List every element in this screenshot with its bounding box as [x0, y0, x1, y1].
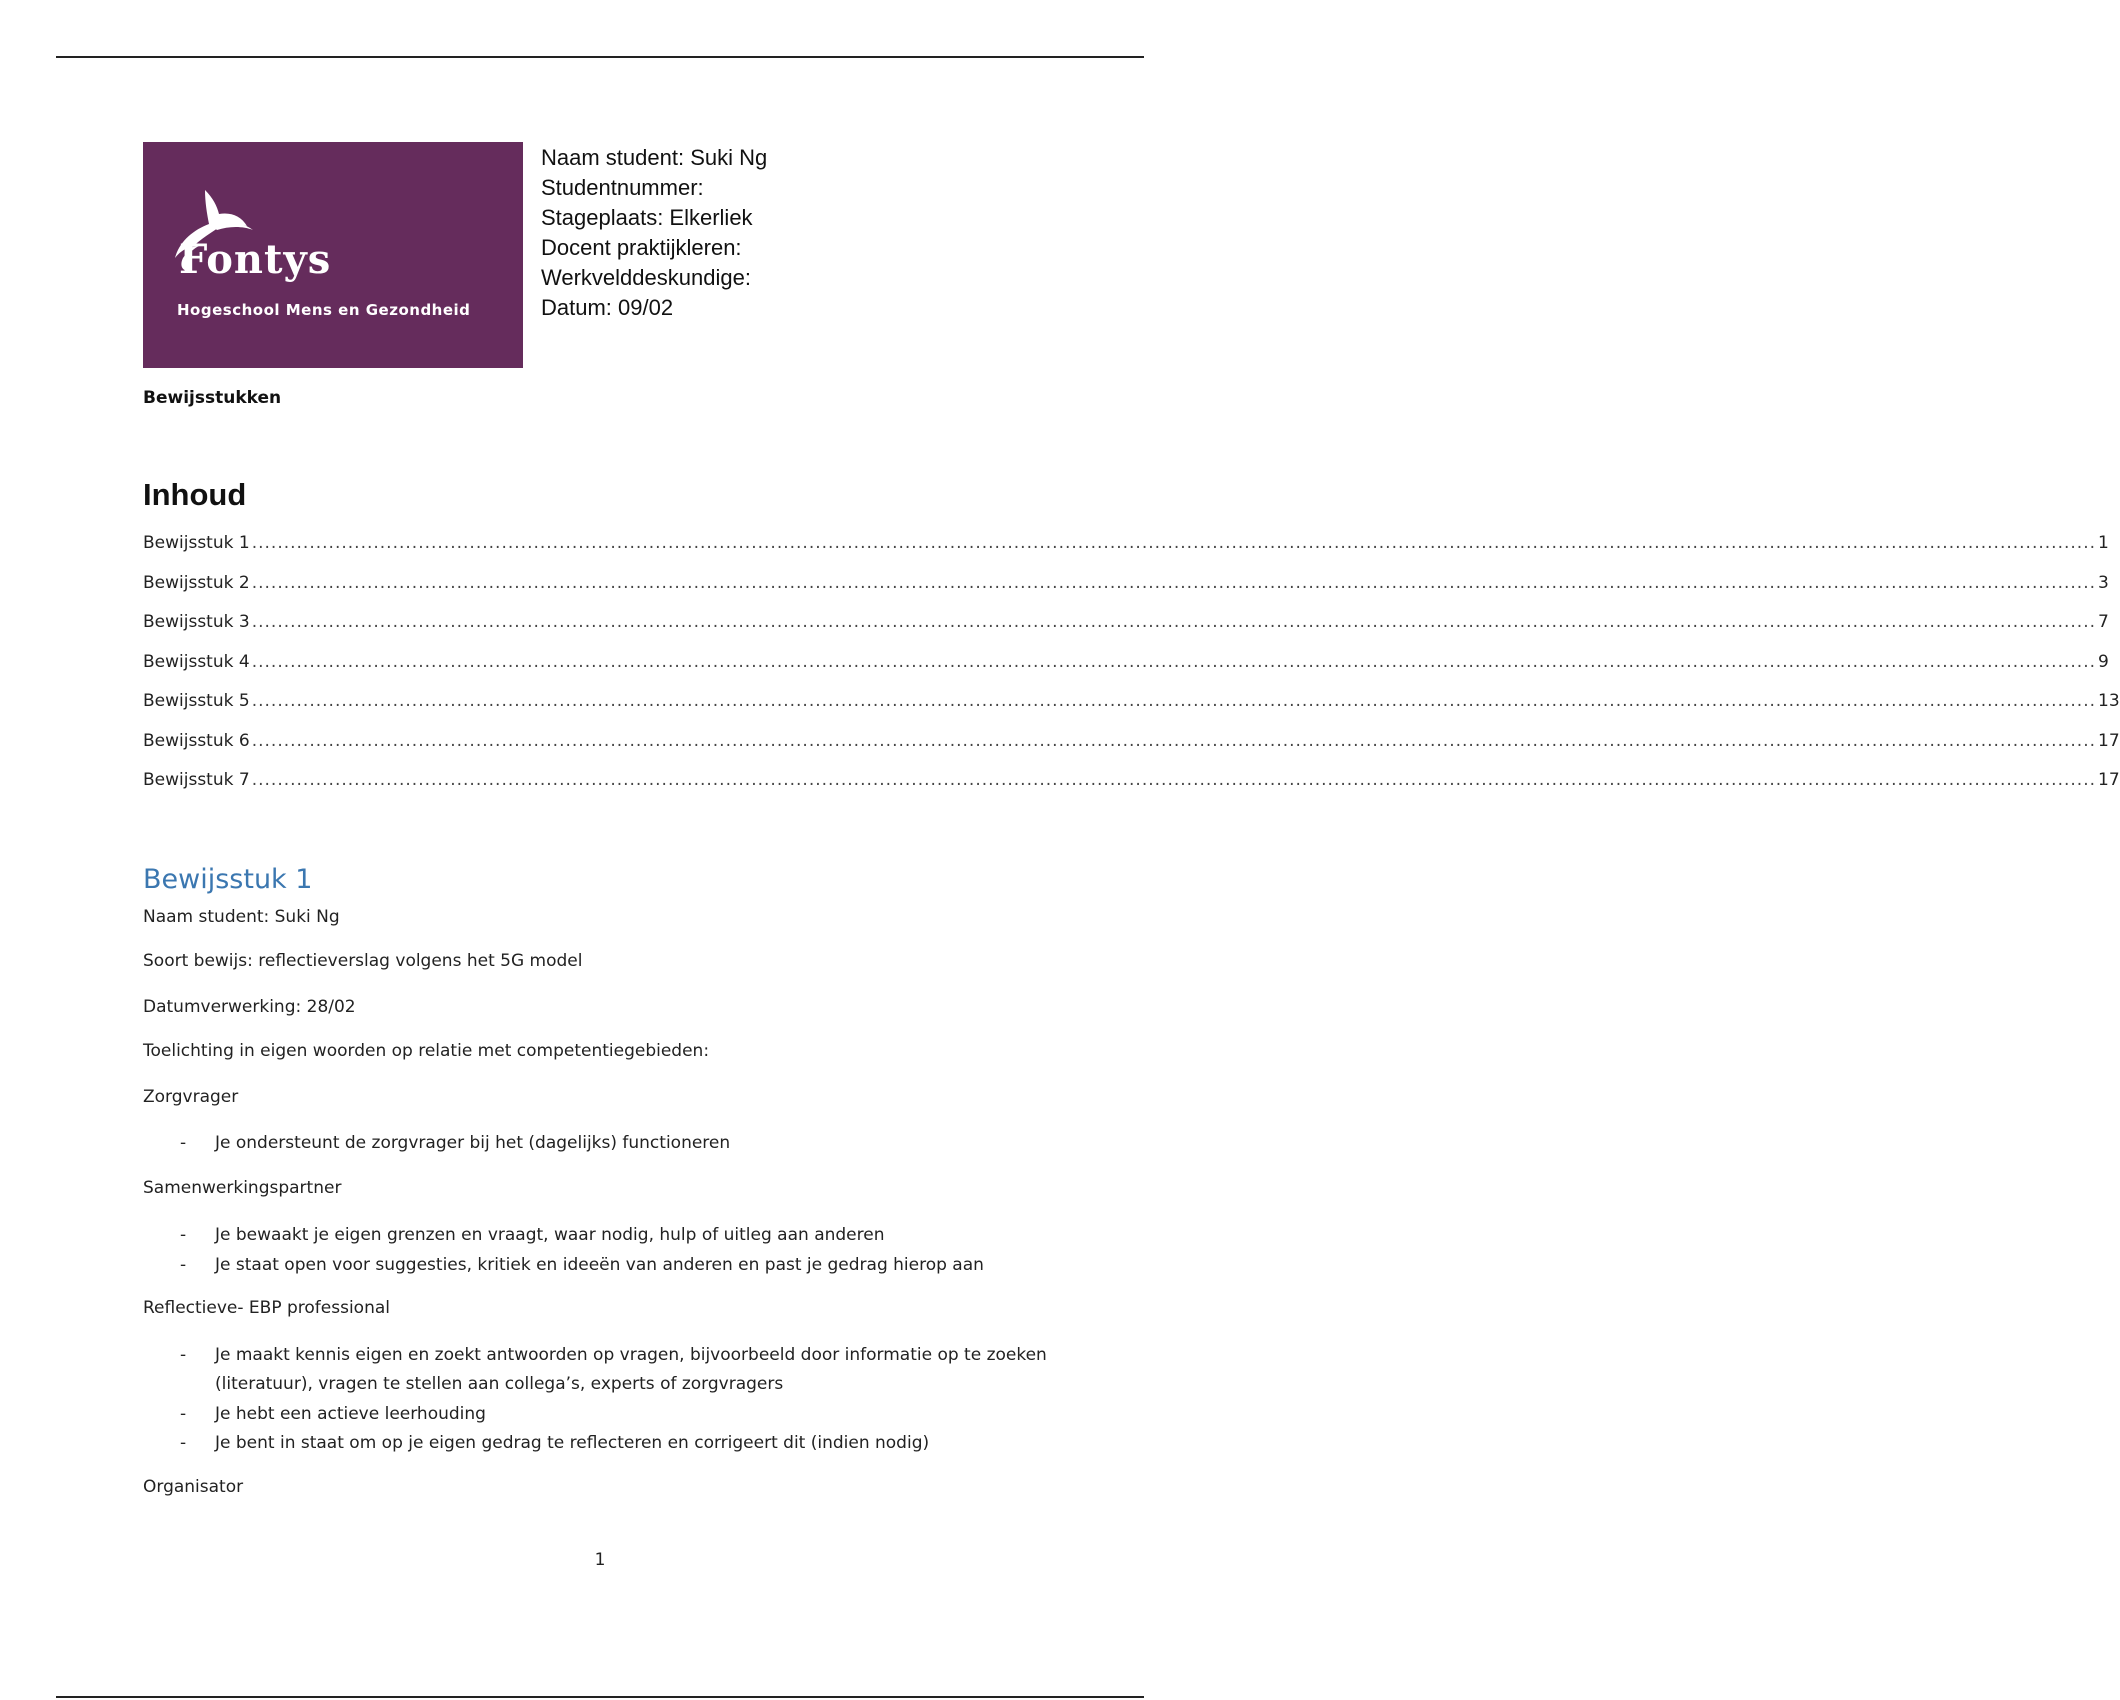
toc-entry[interactable]: [143, 533, 2109, 573]
bullet-dash: -: [180, 1133, 187, 1153]
toc-entry-label: Bewijsstuk 7: [143, 770, 250, 790]
bullet-dash: -: [180, 1404, 187, 1424]
student-name-text: Naam student: Suki Ng: [143, 907, 340, 927]
toc-entry-label: Bewijsstuk 4: [143, 651, 250, 672]
toc-entry-page: 3: [2098, 572, 2109, 593]
toc-leader-dots: ................................................................................................................................................................................................................................................................................................: [251, 612, 2096, 632]
toc-title: Inhoud: [143, 477, 247, 512]
toc-entry[interactable]: [143, 572, 2109, 613]
toc-entry-label: Bewijsstuk 2: [143, 572, 250, 593]
toc-entry[interactable]: [143, 651, 2109, 692]
toc-entry-page: 9: [2098, 651, 2109, 672]
group-title-zorgvrager: Zorgvrager: [143, 1087, 239, 1107]
toc-entry[interactable]: [143, 730, 2120, 771]
toc-entry-label: Bewijsstuk 5: [143, 691, 250, 711]
toc-leader-dots: ................................................................................................................................................................................................................................................................................................: [251, 651, 2096, 672]
teacher-line: Docent praktijkleren:: [541, 235, 742, 260]
explanation-text: Toelichting in eigen woorden op relatie met competentiegebieden:: [143, 1041, 710, 1061]
list-item-text: Je staat open voor suggesties, kritiek en ideeën van anderen en past je gedrag hierop aan: [215, 1255, 984, 1275]
list-item: [180, 1341, 1050, 1399]
logo-wordmark: Fontys: [179, 236, 332, 283]
student-info-block: [541, 143, 767, 323]
toc-entry[interactable]: [143, 691, 2120, 731]
list-item: [180, 1429, 1050, 1458]
page-number: 1: [594, 1550, 606, 1570]
date-line: Datum: 09/02: [541, 295, 674, 320]
field-expert-line: Werkvelddeskundige:: [541, 265, 751, 290]
document-subtitle: Bewijsstukken: [143, 388, 282, 408]
table-of-contents: [143, 533, 2120, 810]
header-rule: [56, 56, 1144, 58]
list-item-text: Je ondersteunt de zorgvrager bij het (dagelijks) functioneren: [215, 1133, 731, 1153]
toc-entry-page: 7: [2098, 612, 2109, 632]
logo-subtitle: Hogeschool Mens en Gezondheid: [177, 301, 471, 319]
toc-leader-dots: ................................................................................................................................................................................................................................................................................................: [251, 691, 2096, 711]
toc-leader-dots: ................................................................................................................................................................................................................................................................................................: [251, 572, 2096, 593]
toc-entry[interactable]: [143, 770, 2120, 810]
toc-entry-label: Bewijsstuk 1: [143, 533, 250, 553]
list-item: [180, 1129, 1050, 1158]
fontys-logo: [143, 142, 523, 368]
toc-leader-dots: ................................................................................................................................................................................................................................................................................................: [251, 533, 2096, 553]
group-title-samenwerkingspartner: Samenwerkingspartner: [143, 1178, 342, 1198]
list-item: [180, 1251, 1050, 1280]
footer-rule: [56, 1696, 1144, 1698]
toc-entry-label: Bewijsstuk 6: [143, 730, 250, 751]
section-heading: Bewijsstuk 1: [143, 864, 313, 895]
toc-entry[interactable]: [143, 612, 2109, 652]
list-item-text: Je hebt een actieve leerhouding: [215, 1404, 486, 1424]
bullet-dash: -: [180, 1255, 187, 1275]
student-name-line: Naam student: Suki Ng: [541, 145, 768, 170]
proof-type-text: Soort bewijs: reflectieverslag volgens het 5G model: [143, 951, 583, 971]
student-number-line: Studentnummer:: [541, 175, 704, 200]
group-title-organisator: Organisator: [143, 1477, 244, 1497]
list-item-text: Je maakt kennis eigen en zoekt antwoorden op vragen, bijvoorbeeld door informatie op te zoeken (literatuur), vragen te stellen aan collega’s, experts of zorgvragers: [215, 1345, 1047, 1394]
group-title-reflectieve-professional: Reflectieve- EBP professional: [143, 1298, 390, 1318]
bullet-dash: -: [180, 1433, 187, 1453]
toc-entry-page: 17: [2098, 770, 2120, 790]
list-item-text: Je bewaakt je eigen grenzen en vraagt, waar nodig, hulp of uitleg aan anderen: [215, 1225, 885, 1245]
processing-date-text: Datumverwerking: 28/02: [143, 997, 356, 1017]
bullet-dash: -: [180, 1345, 187, 1365]
list-item: [180, 1400, 1050, 1429]
list-item: [180, 1221, 1050, 1250]
list-item-text: Je bent in staat om op je eigen gedrag te reflecteren en corrigeert dit (indien nodig): [215, 1433, 930, 1453]
internship-location-line: Stageplaats: Elkerliek: [541, 205, 753, 230]
toc-entry-page: 17: [2098, 730, 2120, 751]
bullet-dash: -: [180, 1225, 187, 1245]
toc-leader-dots: ................................................................................................................................................................................................................................................................................................: [251, 770, 2096, 790]
toc-entry-page: 13: [2098, 691, 2120, 711]
toc-leader-dots: ................................................................................................................................................................................................................................................................................................: [251, 730, 2096, 751]
toc-entry-page: 1: [2098, 533, 2109, 553]
toc-entry-label: Bewijsstuk 3: [143, 612, 250, 632]
